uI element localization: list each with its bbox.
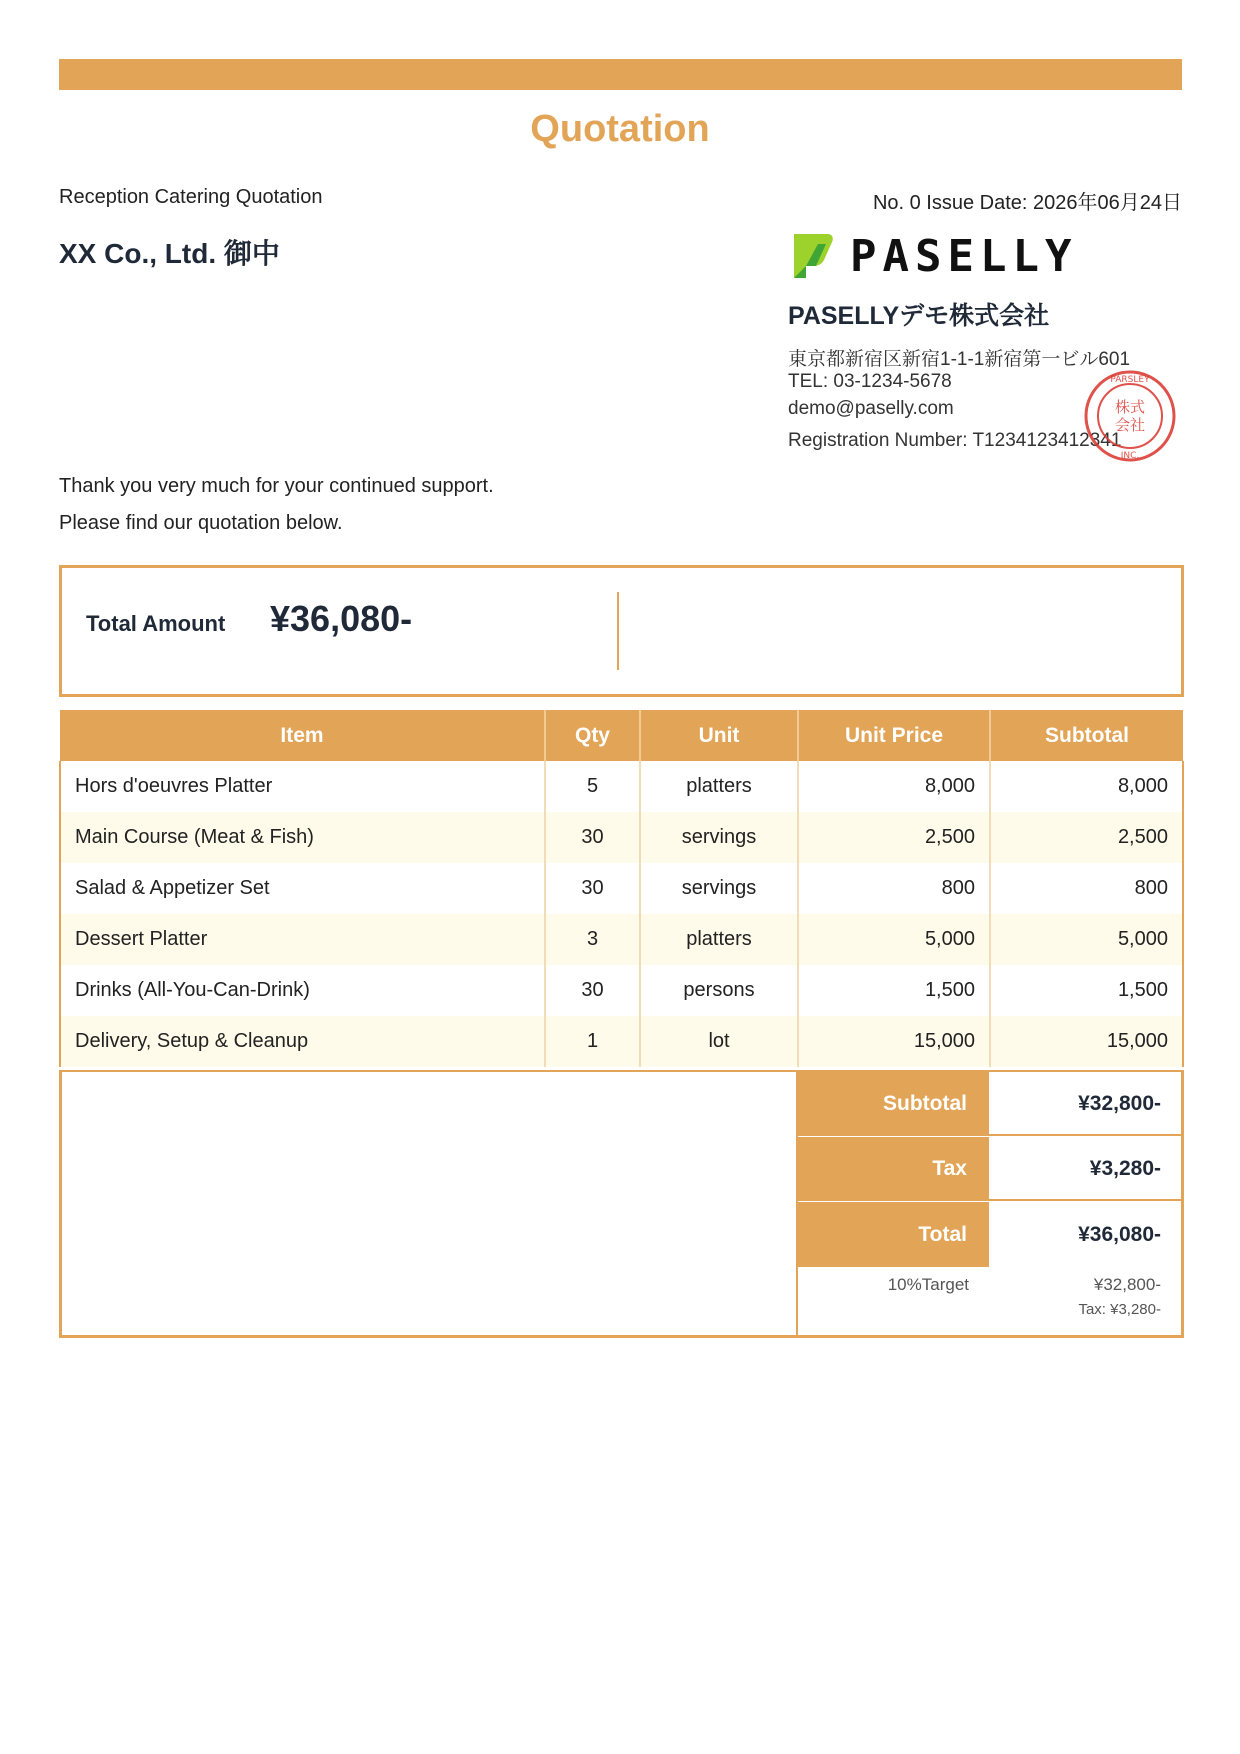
cell-unit: platters: [640, 761, 798, 812]
summary-section: [59, 1070, 1184, 1338]
cell-qty: 30: [545, 863, 640, 914]
cell-item: Delivery, Setup & Cleanup: [60, 1016, 545, 1067]
table-row: [60, 914, 1183, 965]
issuer-company-name: PASELLYデモ株式会社: [788, 302, 1050, 330]
header-subtotal: Subtotal: [990, 710, 1183, 761]
summary-tax-label: Tax: [798, 1137, 989, 1201]
cell-unit: servings: [640, 863, 798, 914]
document-title: Quotation: [530, 108, 710, 150]
cell-unit-price: 15,000: [798, 1016, 990, 1067]
cell-item: Main Course (Meat & Fish): [60, 812, 545, 863]
cell-subtotal: 800: [990, 863, 1183, 914]
cell-qty: 30: [545, 812, 640, 863]
summary-total-value: ¥36,080-: [1078, 1223, 1161, 1246]
issuer-email: demo@paselly.com: [788, 398, 954, 419]
header-unit-price: Unit Price: [798, 710, 990, 761]
cell-unit-price: 2,500: [798, 812, 990, 863]
header-unit: Unit: [640, 710, 798, 761]
total-box-divider: [617, 592, 619, 670]
svg-text:株式: 株式: [1114, 398, 1146, 416]
cell-subtotal: 8,000: [990, 761, 1183, 812]
cell-unit-price: 1,500: [798, 965, 990, 1016]
quotation-subject: Reception Catering Quotation: [59, 186, 323, 208]
cell-unit: persons: [640, 965, 798, 1016]
summary-subtotal-value: ¥32,800-: [989, 1072, 1181, 1136]
summary-total-label: Total: [798, 1202, 989, 1267]
leaf-logo-icon: [788, 230, 836, 282]
logo-wordmark: PASELLY: [850, 230, 1078, 282]
cell-unit: platters: [640, 914, 798, 965]
cell-unit: lot: [640, 1016, 798, 1067]
company-seal-stamp: [1082, 368, 1178, 464]
tax-target-value: ¥32,800-: [1093, 1275, 1161, 1294]
cell-item: Hors d'oeuvres Platter: [60, 761, 545, 812]
total-amount-box: [59, 565, 1184, 697]
cell-qty: 5: [545, 761, 640, 812]
cell-qty: 30: [545, 965, 640, 1016]
summary-subtotal-label: Subtotal: [798, 1072, 989, 1136]
svg-text:PARSLEY: PARSLEY: [1110, 375, 1150, 385]
summary-tax-value: ¥3,280-: [989, 1137, 1181, 1201]
table-header-row: [60, 710, 1183, 761]
line-items-table: [59, 710, 1184, 1067]
company-logo: [788, 230, 1077, 282]
issuer-address: 東京都新宿区新宿1-1-1新宿第一ビル601: [788, 349, 1131, 370]
cell-item: Drinks (All-You-Can-Drink): [60, 965, 545, 1016]
issue-info: No. 0 Issue Date: 2026年06月24日: [872, 192, 1182, 214]
greeting-line-2: Please find our quotation below.: [59, 512, 343, 534]
cell-subtotal: 2,500: [990, 812, 1183, 863]
cell-qty: 3: [545, 914, 640, 965]
table-row: [60, 965, 1183, 1016]
cell-subtotal: 1,500: [990, 965, 1183, 1016]
cell-unit-price: 800: [798, 863, 990, 914]
table-row: [60, 761, 1183, 812]
table-row: [60, 1016, 1183, 1067]
cell-unit: servings: [640, 812, 798, 863]
cell-item: Salad & Appetizer Set: [60, 863, 545, 914]
table-row: [60, 863, 1183, 914]
cell-unit-price: 5,000: [798, 914, 990, 965]
total-amount-value: ¥36,080-: [270, 598, 413, 639]
header-item: Item: [60, 710, 545, 761]
svg-text:INC.: INC.: [1120, 451, 1140, 461]
cell-subtotal: 5,000: [990, 914, 1183, 965]
total-amount-label: Total Amount: [86, 611, 226, 636]
greeting-line-1: Thank you very much for your continued support.: [59, 475, 494, 497]
tax-target-tax: Tax: ¥3,280-: [1078, 1301, 1161, 1318]
issuer-registration-number: Registration Number: T1234123412341: [788, 430, 1122, 451]
cell-subtotal: 15,000: [990, 1016, 1183, 1067]
cell-item: Dessert Platter: [60, 914, 545, 965]
tax-target-label: 10%Target: [887, 1275, 969, 1294]
cell-unit-price: 8,000: [798, 761, 990, 812]
top-accent-bar: [59, 59, 1182, 90]
svg-text:会社: 会社: [1114, 416, 1146, 434]
recipient-name: XX Co., Ltd. 御中: [59, 238, 280, 269]
cell-qty: 1: [545, 1016, 640, 1067]
header-qty: Qty: [545, 710, 640, 761]
table-row: [60, 812, 1183, 863]
issuer-tel: TEL: 03-1234-5678: [788, 371, 952, 392]
